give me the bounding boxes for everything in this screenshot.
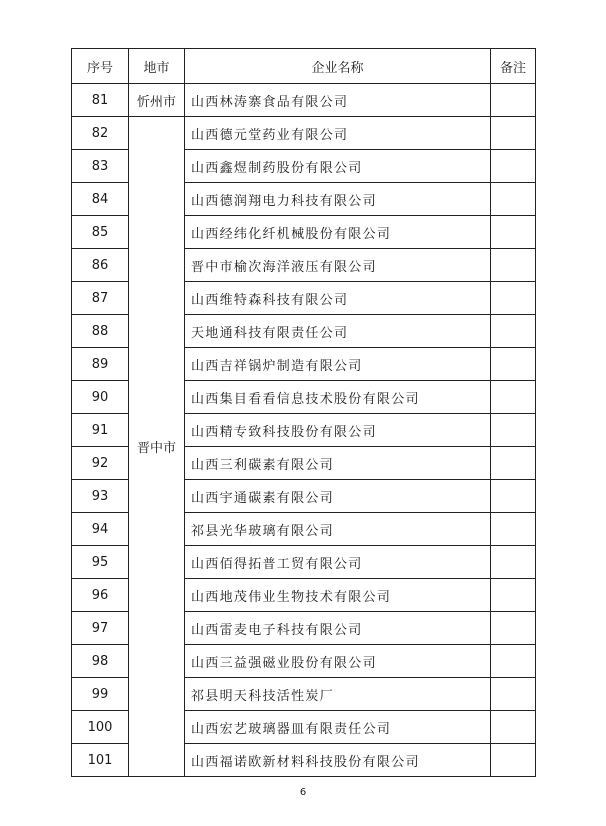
page-number: 6 [299, 787, 307, 798]
serial-number-cell: 99 [72, 678, 129, 711]
serial-number-cell: 93 [72, 480, 129, 513]
serial-number-cell: 100 [72, 711, 129, 744]
serial-number-cell: 83 [72, 150, 129, 183]
company-name-cell: 山西宇通碳素有限公司 [185, 480, 491, 513]
company-name-cell: 山西鑫煜制药股份有限公司 [185, 150, 491, 183]
header-remarks: 备注 [491, 49, 536, 84]
table-row [72, 117, 536, 150]
company-name-cell: 山西经纬化纤机械股份有限公司 [185, 216, 491, 249]
serial-number-cell: 95 [72, 546, 129, 579]
remarks-cell [491, 579, 536, 612]
serial-number-cell: 101 [72, 744, 129, 777]
remarks-cell [491, 612, 536, 645]
city-cell-xinzhou: 忻州市 [129, 84, 185, 117]
header-company-name: 企业名称 [185, 49, 491, 84]
company-name-cell: 山西宏艺玻璃器皿有限责任公司 [185, 711, 491, 744]
company-name-cell: 山西吉祥锅炉制造有限公司 [185, 348, 491, 381]
serial-number-cell: 92 [72, 447, 129, 480]
remarks-cell [491, 183, 536, 216]
remarks-cell [491, 348, 536, 381]
serial-number-cell: 91 [72, 414, 129, 447]
header-serial-number: 序号 [72, 49, 129, 84]
city-cell-jinzhong: 晋中市 [129, 117, 185, 777]
remarks-cell [491, 513, 536, 546]
remarks-cell [491, 315, 536, 348]
table-row [72, 84, 536, 117]
serial-number-cell: 82 [72, 117, 129, 150]
remarks-cell [491, 678, 536, 711]
company-name-cell: 山西福诺欧新材料科技股份有限公司 [185, 744, 491, 777]
company-name-cell: 山西集目看看信息技术股份有限公司 [185, 381, 491, 414]
serial-number-cell: 88 [72, 315, 129, 348]
remarks-cell [491, 480, 536, 513]
serial-number-cell: 85 [72, 216, 129, 249]
serial-number-cell: 81 [72, 84, 129, 117]
serial-number-cell: 86 [72, 249, 129, 282]
company-name-cell: 山西德元堂药业有限公司 [185, 117, 491, 150]
company-name-cell: 山西德润翔电力科技有限公司 [185, 183, 491, 216]
remarks-cell [491, 447, 536, 480]
remarks-cell [491, 150, 536, 183]
remarks-cell [491, 645, 536, 678]
serial-number-cell: 89 [72, 348, 129, 381]
remarks-cell [491, 216, 536, 249]
remarks-cell [491, 117, 536, 150]
serial-number-cell: 94 [72, 513, 129, 546]
company-name-cell: 山西维特森科技有限公司 [185, 282, 491, 315]
serial-number-cell: 98 [72, 645, 129, 678]
company-name-cell: 山西精专致科技股份有限公司 [185, 414, 491, 447]
remarks-cell [491, 414, 536, 447]
serial-number-cell: 84 [72, 183, 129, 216]
remarks-cell [491, 282, 536, 315]
company-name-cell: 晋中市榆次海洋液压有限公司 [185, 249, 491, 282]
company-name-cell: 山西雷麦电子科技有限公司 [185, 612, 491, 645]
company-name-cell: 山西地茂伟业生物技术有限公司 [185, 579, 491, 612]
serial-number-cell: 96 [72, 579, 129, 612]
company-name-cell: 祁县光华玻璃有限公司 [185, 513, 491, 546]
serial-number-cell: 87 [72, 282, 129, 315]
remarks-cell [491, 249, 536, 282]
header-city: 地市 [129, 49, 185, 84]
company-name-cell: 山西林涛寨食品有限公司 [185, 84, 491, 117]
serial-number-cell: 97 [72, 612, 129, 645]
company-name-cell: 天地通科技有限责任公司 [185, 315, 491, 348]
company-name-cell: 山西三利碳素有限公司 [185, 447, 491, 480]
company-name-cell: 山西三益强磁业股份有限公司 [185, 645, 491, 678]
remarks-cell [491, 546, 536, 579]
remarks-cell [491, 744, 536, 777]
remarks-cell [491, 711, 536, 744]
remarks-cell [491, 381, 536, 414]
serial-number-cell: 90 [72, 381, 129, 414]
remarks-cell [491, 84, 536, 117]
enterprise-table [71, 48, 536, 777]
company-name-cell: 山西佰得拓普工贸有限公司 [185, 546, 491, 579]
table-header-row [72, 49, 536, 84]
company-name-cell: 祁县明天科技活性炭厂 [185, 678, 491, 711]
